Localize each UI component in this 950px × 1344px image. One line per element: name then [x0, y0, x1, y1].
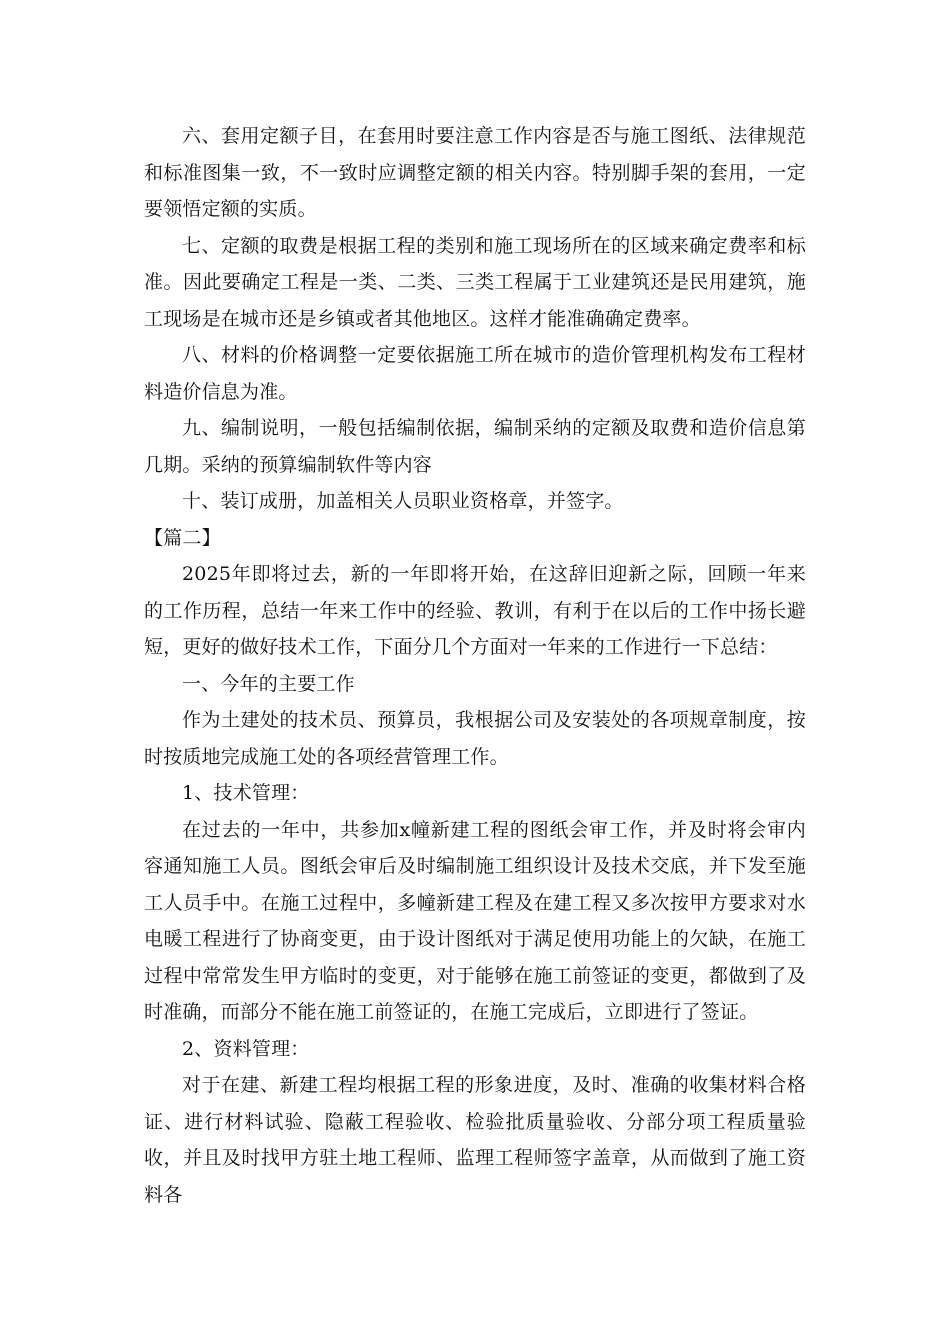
- subheading-doc-management: 2、资料管理：: [182, 1037, 310, 1060]
- section-heading-part-two: 【篇二】: [144, 526, 221, 549]
- paragraph-item-6: 六、套用定额子目，在套用时要注意工作内容是否与施工图纸、法律规范和标准图集一致，不一致时应调整定额的相关内容。特别脚手架的套用，一定要领悟定额的实质。: [144, 125, 806, 220]
- paragraph-intro: 2025年即将过去，新的一年即将开始，在这辞旧迎新之际，回顾一年来的工作历程，总结一年来工作中的经验、教训，有利于在以后的工作中扬长避短，更好的做好技术工作，下面分几个方面对一年来的工作进行一下总结：: [144, 563, 806, 658]
- subheading-tech-management: 1、技术管理：: [182, 782, 310, 804]
- document-body: [144, 118, 806, 1213]
- paragraph-item-9: 九、编制说明，一般包括编制依据，编制采纳的定额及取费和造价信息第几期。采纳的预算编制软件等内容: [144, 417, 806, 476]
- subheading-main-work: 一、今年的主要工作: [182, 672, 355, 695]
- paragraph-item-7: 七、定额的取费是根据工程的类别和施工现场所在的区域来确定费率和标准。因此要确定工程是一类、二类、三类工程属于工业建筑还是民用建筑，施工现场是在城市还是乡镇或者其他地区。这样才能准确确定费率。: [144, 234, 806, 330]
- paragraph-item-10: 十、装订成册，加盖相关人员职业资格章，并签字。: [182, 490, 624, 512]
- paragraph-doc-management: 对于在建、新建工程均根据工程的形象进度，及时、准确的收集材料合格证、进行材料试验、隐蔽工程验收、检验批质量验收、分部分项工程质量验收，并且及时找甲方驻土地工程师、监理工程师签字盖章，从而做到了施工资料各: [144, 1074, 806, 1206]
- paragraph-item-8: 八、材料的价格调整一定要依据施工所在城市的造价管理机构发布工程材料造价信息为准。: [144, 344, 806, 403]
- paragraph-tech-management: 在过去的一年中，共参加x幢新建工程的图纸会审工作，并及时将会审内容通知施工人员。图纸会审后及时编制施工组织设计及技术交底，并下发至施工人员手中。在施工过程中，多幢新建工程及在建工程又多次按甲方要求对水电暖工程进行了协商变更，由于设计图纸对于满足使用功能上的欠缺，在施工过程中常常发生甲方临时的变更，对于能够在施工前签证的变更，都做到了及时准确，而部分不能在施工前签证的，在施工完成后，立即进行了签证。: [144, 818, 806, 1023]
- paragraph-main-work: 作为土建处的技术员、预算员，我根据公司及安装处的各项规章制度，按时按质地完成施工处的各项经营管理工作。: [144, 709, 806, 768]
